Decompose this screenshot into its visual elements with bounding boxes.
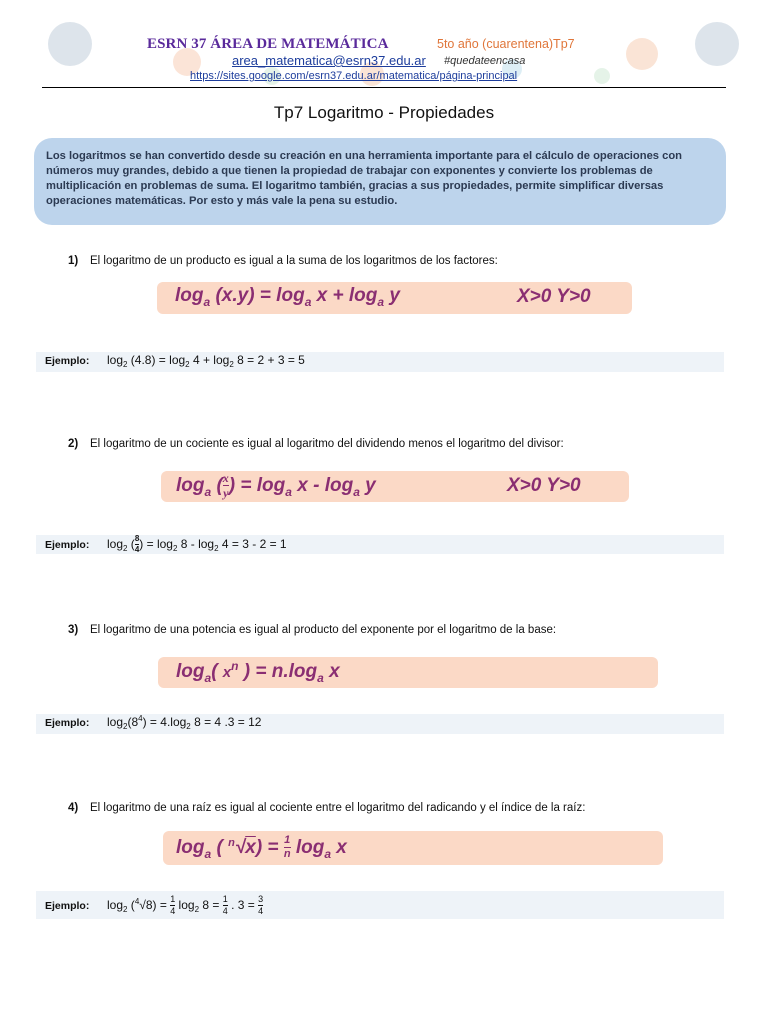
intro-box: Los logaritmos se han convertido desde su creación en una herramienta importante para el cálculo de operaciones con números muy grandes, debido a que tienen la propiedad de trabajar con exponentes y convierte los problemas de multiplicación en problemas de suma. El logaritmo también, gracias a sus propiedades, permite simplificar diversas operaciones matemáticas. Por esto y más vale la pena su estudio. [34, 138, 726, 225]
formula-3: $\log_a$( $x^n$ ) = $n.\log_a$ x [158, 657, 658, 688]
formula-4: $\log_a$ ( $^n$√x) = $\frac{1}{n}$ $\log_a x$ [163, 831, 663, 865]
school-title: ESRN 37 ÁREA DE MATEMÁTICA [147, 36, 389, 52]
property-1-text: El logaritmo de un producto es igual a la suma de los logaritmos de los factores: [90, 255, 498, 267]
property-1-number: 1) [68, 255, 79, 267]
example-2: Ejemplo: $\log_2$ ( $\frac{8}{4}$ ) = $\log_2 8 - \log_2 4 = 3 - 2 = 1$ [36, 535, 724, 554]
formula-2-condition: X>0 Y>0 [507, 475, 581, 496]
property-4 [68, 802, 585, 814]
property-3-text: El logaritmo de una potencia es igual al producto del exponente por el logaritmo de la base: [90, 624, 557, 636]
formula-2: $\log_a$ ( $\frac{x}{y}$ ) = $\log_a x - \log_a y$ X>0 Y>0 [161, 471, 629, 502]
example-label: Ejemplo: [45, 900, 90, 912]
example-4: Ejemplo: $\log_2 (^4√8)$ = $\frac{1}{4}$ $\log_2 8$ = $\frac{1}{4}$ . 3 = $\frac{3}{4}$ [36, 891, 724, 919]
property-2 [68, 438, 564, 450]
property-4-text: El logaritmo de una raíz es igual al cociente entre el logaritmo del radicando y el índice de la raíz: [90, 802, 586, 814]
example-label: Ejemplo: [45, 355, 90, 367]
email-link[interactable]: area_matematica@esrn37.edu.ar [232, 53, 426, 68]
example-3: Ejemplo: $\log_2(8^4) = 4.\log_2$ 8 = 4 .3 = 12 [36, 714, 724, 734]
property-4-number: 4) [68, 802, 79, 814]
property-3-number: 3) [68, 624, 79, 636]
document-title: Tp7 Logaritmo - Propiedades [273, 103, 495, 122]
course-label: 5to año (cuarentena)Tp7 [437, 37, 575, 51]
hashtag: #quedateencasa [444, 55, 526, 67]
formula-1-condition: X>0 Y>0 [517, 286, 591, 307]
formula-1: $\log_a (x.y) = \log_a x + \log_a y$ X>0 Y>0 [157, 282, 632, 314]
property-3 [68, 624, 556, 636]
site-url-link[interactable]: https://sites.google.com/esrn37.edu.ar/matematica/página-principal [190, 70, 518, 82]
property-2-number: 2) [68, 438, 79, 450]
header-divider [42, 87, 726, 88]
example-label: Ejemplo: [45, 539, 90, 551]
property-2-text: El logaritmo de un cociente es igual al logaritmo del dividendo menos el logaritmo del divisor: [90, 438, 564, 450]
property-1 [68, 255, 498, 267]
example-label: Ejemplo: [45, 717, 90, 729]
example-1: Ejemplo: $\log_2 (4.8) = \log_2 4 + \log_2 8 = 2 + 3 = 5$ [36, 352, 724, 372]
